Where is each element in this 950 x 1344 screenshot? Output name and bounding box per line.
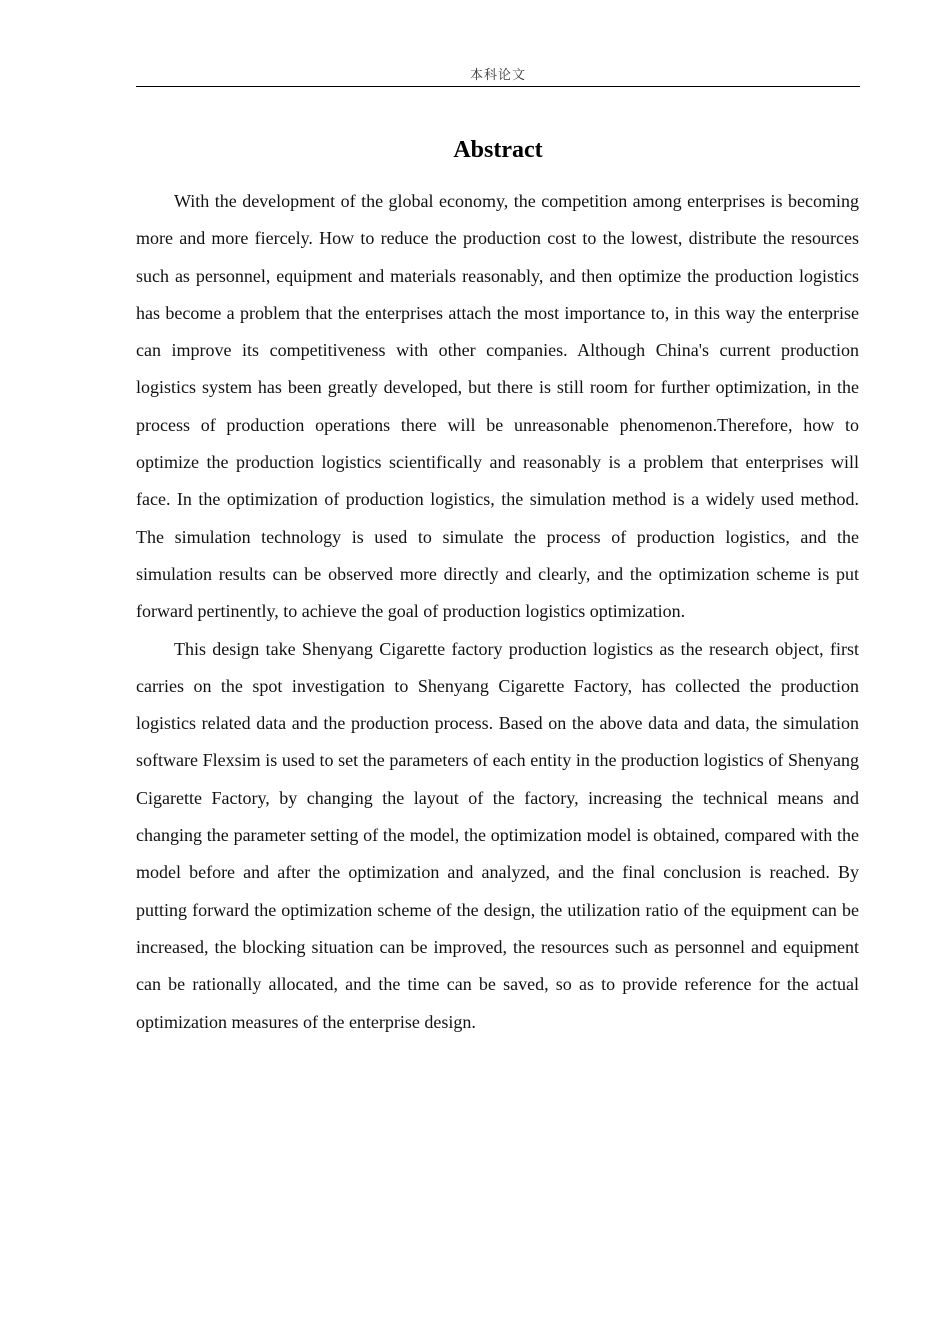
page-header-text: 本科论文 bbox=[469, 68, 526, 83]
abstract-paragraph-1: With the development of the global economy, the competition among enterprises is becoming more and more fiercely. How to reduce the production cost to the lowest, distribute the resources such as personnel, equipment and materials reasonably, and then optimize the production logistics has become a problem that the enterprises attach the most importance to, in this way the enterprise can improve its competitiveness with other companies. Although China's current production logistics system has been greatly developed, but there is still room for further optimization, in the process of production operations there will be unreasonable phenomenon.Therefore, how to optimize the production logistics scientifically and reasonably is a problem that enterprises will face. In the optimization of production logistics, the simulation method is a widely used method. The simulation technology is used to simulate the process of production logistics, and the simulation results can be observed more directly and clearly, and the optimization scheme is put forward pertinently, to achieve the goal of production logistics optimization. bbox=[136, 191, 859, 622]
page-header bbox=[136, 66, 860, 87]
abstract-paragraph-2: This design take Shenyang Cigarette factory production logistics as the research object, first carries on the spot investigation to Shenyang Cigarette Factory, has collected the production logistics related data and the production process. Based on the above data and data, the simulation software Flexsim is used to set the parameters of each entity in the production logistics of Shenyang Cigarette Factory, by changing the layout of the factory, increasing the technical means and changing the parameter setting of the model, the optimization model is obtained, compared with the model before and after the optimization and analyzed, and the final conclusion is reached. By putting forward the optimization scheme of the design, the utilization ratio of the equipment can be increased, the blocking situation can be improved, the resources such as personnel and equipment can be rationally allocated, and the time can be saved, so as to provide reference for the actual optimization measures of the enterprise design. bbox=[136, 638, 859, 1032]
abstract-title: Abstract bbox=[453, 137, 543, 163]
abstract-body bbox=[136, 183, 859, 1041]
